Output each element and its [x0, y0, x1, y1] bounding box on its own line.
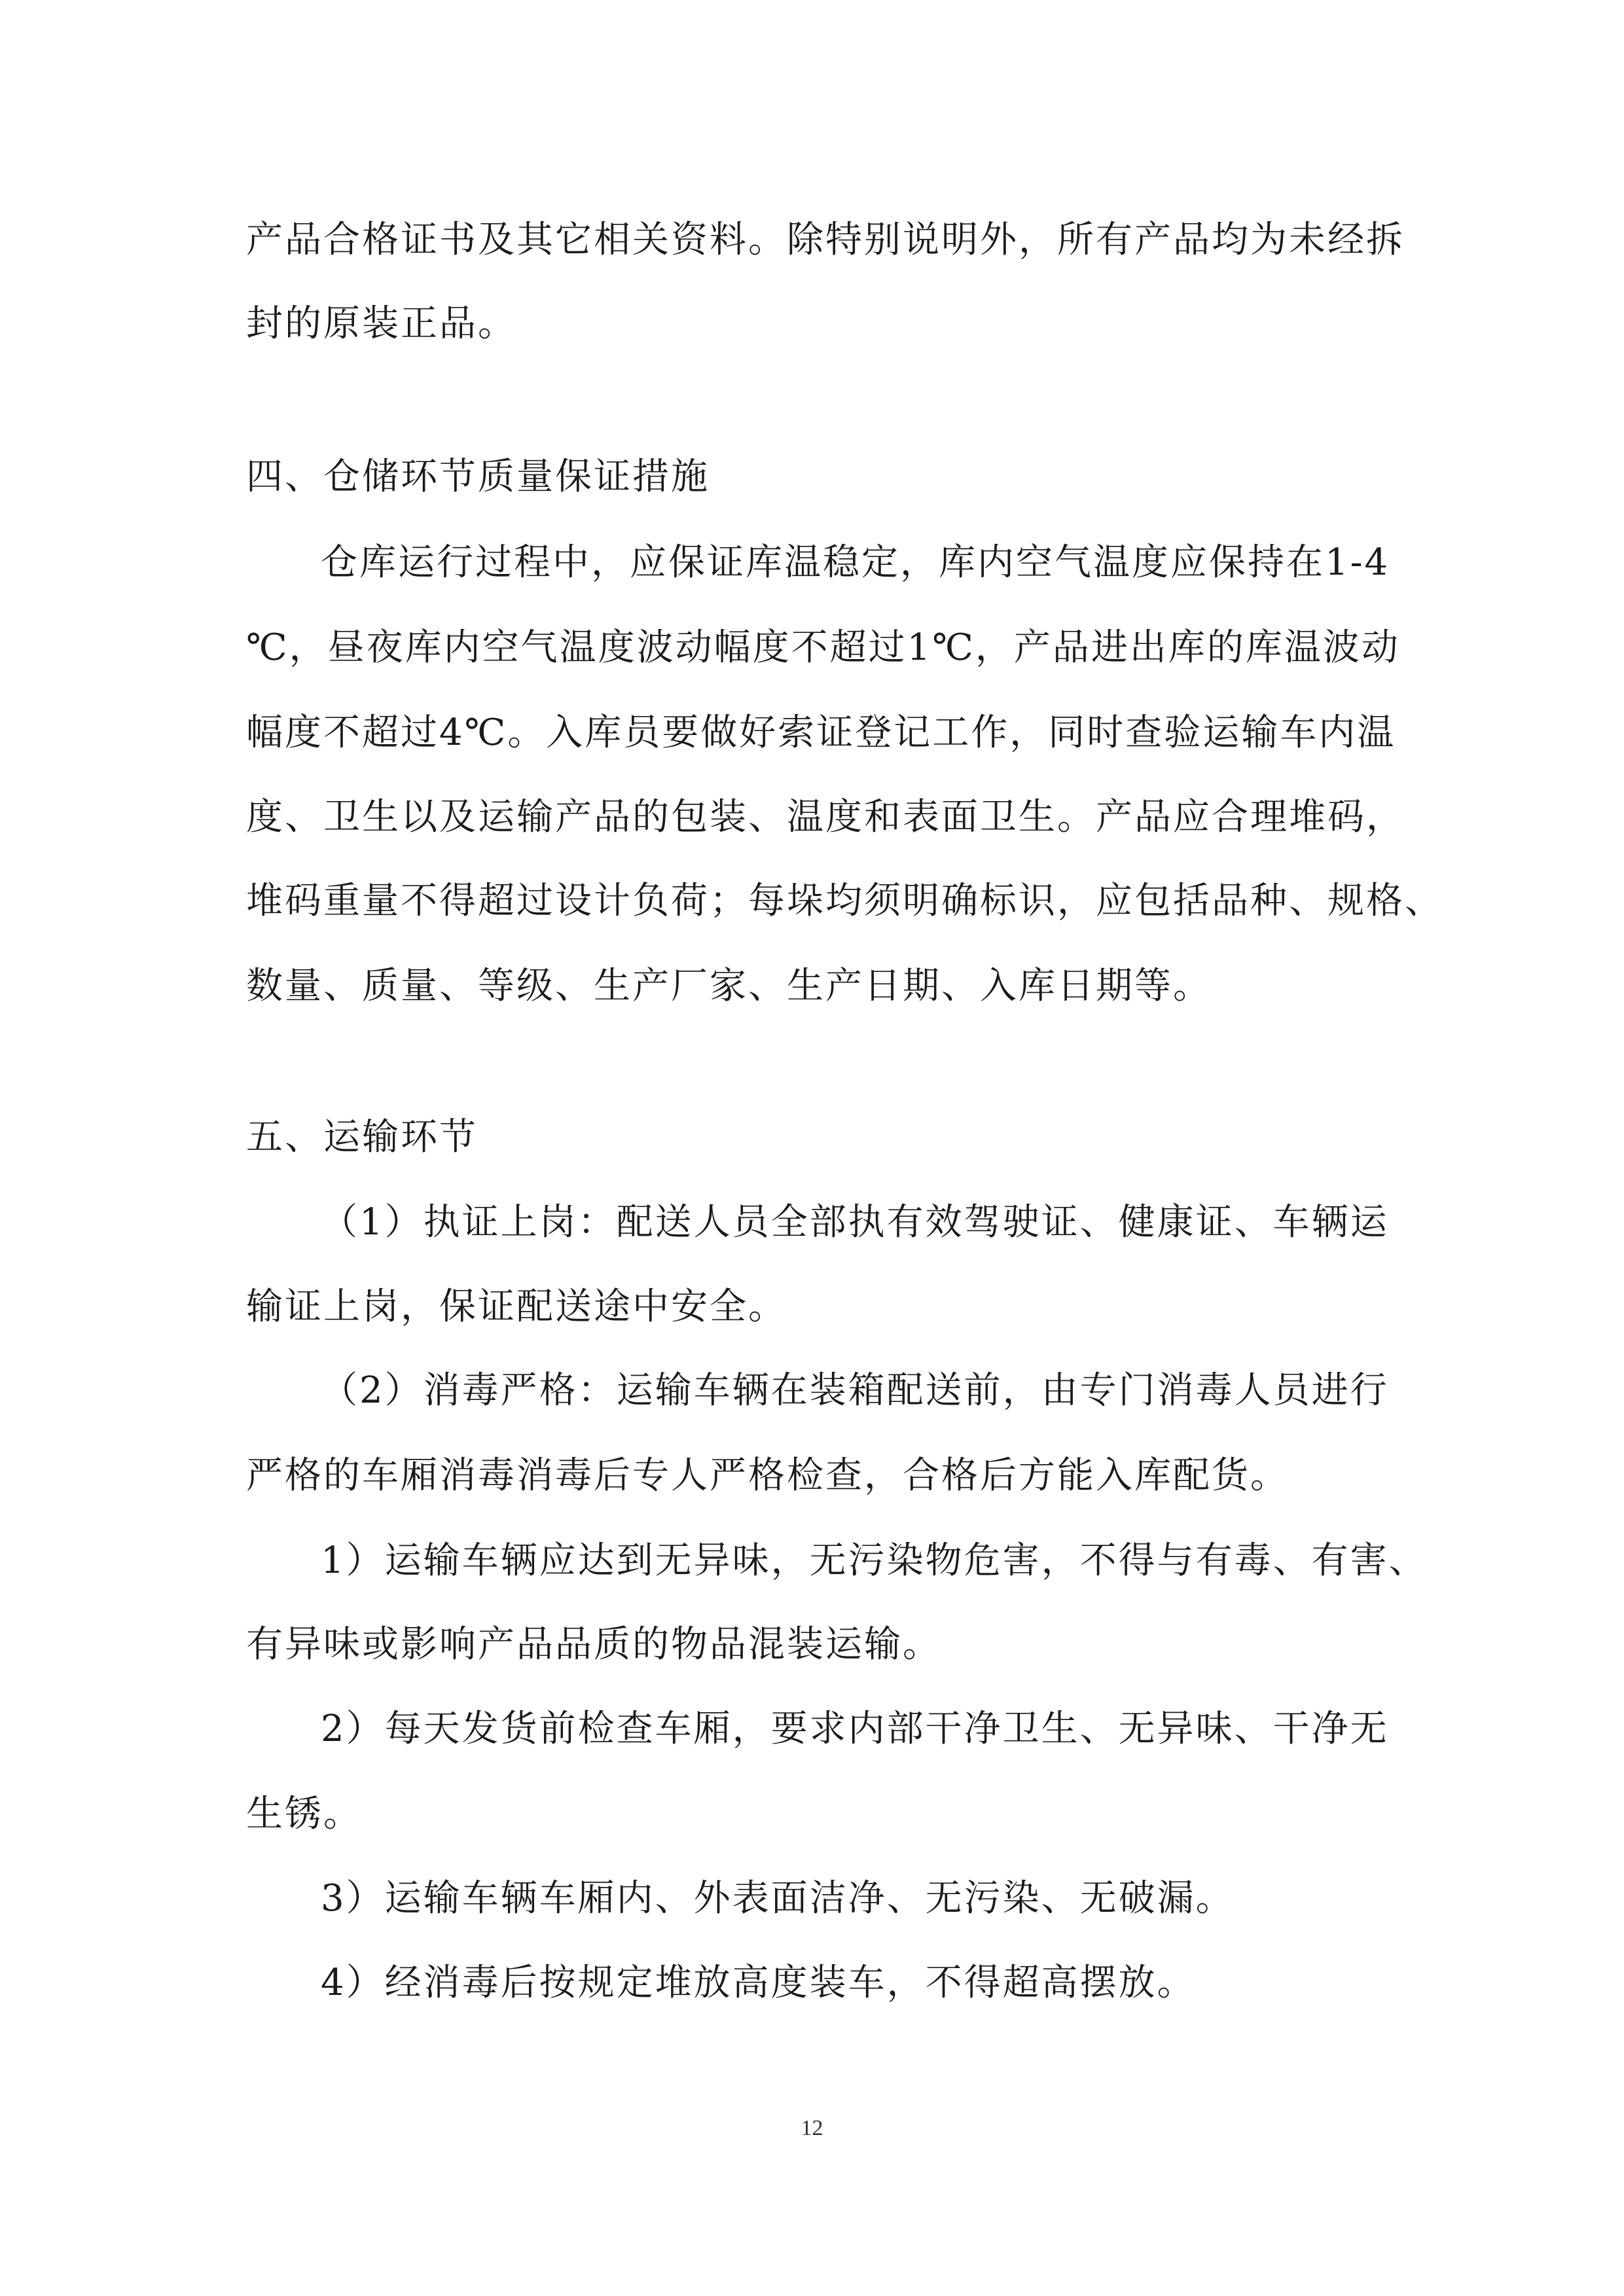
section-heading-5: 五、运输环节 — [246, 1116, 478, 1158]
paragraph-line: 幅度不超过4℃。入库员要做好索证登记工作，同时查验运输车内温 — [246, 711, 1396, 754]
list-item-line: 有异味或影响产品品质的物品混装运输。 — [246, 1623, 941, 1666]
section-heading-4: 四、仓储环节质量保证措施 — [246, 456, 710, 498]
list-item-line: 1）运输车辆应达到无异味，无污染物危害，不得与有毒、有害、 — [321, 1539, 1428, 1582]
page-number: 12 — [801, 2116, 823, 2140]
paragraph-line: 仓库运行过程中，应保证库温稳定，库内空气温度应保持在1-4 — [321, 541, 1390, 584]
list-item-line: 2）每天发货前检查车厢，要求内部干净卫生、无异味、干净无 — [321, 1708, 1389, 1750]
paragraph-line: 度、卫生以及运输产品的包装、温度和表面卫生。产品应合理堆码， — [246, 796, 1405, 838]
paragraph-line: （1）执证上岗：配送人员全部执有效驾驶证、健康证、车辆运 — [321, 1201, 1389, 1244]
list-item-line: 3）运输车辆车厢内、外表面洁净、无污染、无破漏。 — [321, 1877, 1235, 1920]
paragraph-line: 严格的车厢消毒消毒后专人严格检查，合格后方能入库配货。 — [246, 1454, 1289, 1497]
paragraph-line: ℃，昼夜库内空气温度波动幅度不超过1℃，产品进出库的库温波动 — [246, 626, 1400, 669]
list-item-line: 4）经消毒后按规定堆放高度装车，不得超高摆放。 — [321, 1962, 1196, 2004]
paragraph-line: 封的原装正品。 — [246, 302, 516, 345]
list-item-line: 生锈。 — [246, 1793, 362, 1835]
paragraph-line: （2）消毒严格：运输车辆在装箱配送前，由专门消毒人员进行 — [321, 1369, 1389, 1412]
paragraph-line: 输证上岗，保证配送途中安全。 — [246, 1285, 787, 1328]
paragraph-line: 数量、质量、等级、生产厂家、生产日期、入库日期等。 — [246, 965, 1212, 1007]
paragraph-line: 堆码重量不得超过设计负荷；每垛均须明确标识，应包括品种、规格、 — [246, 880, 1443, 922]
paragraph-line: 产品合格证书及其它相关资料。除特别说明外，所有产品均为未经拆 — [246, 219, 1405, 261]
